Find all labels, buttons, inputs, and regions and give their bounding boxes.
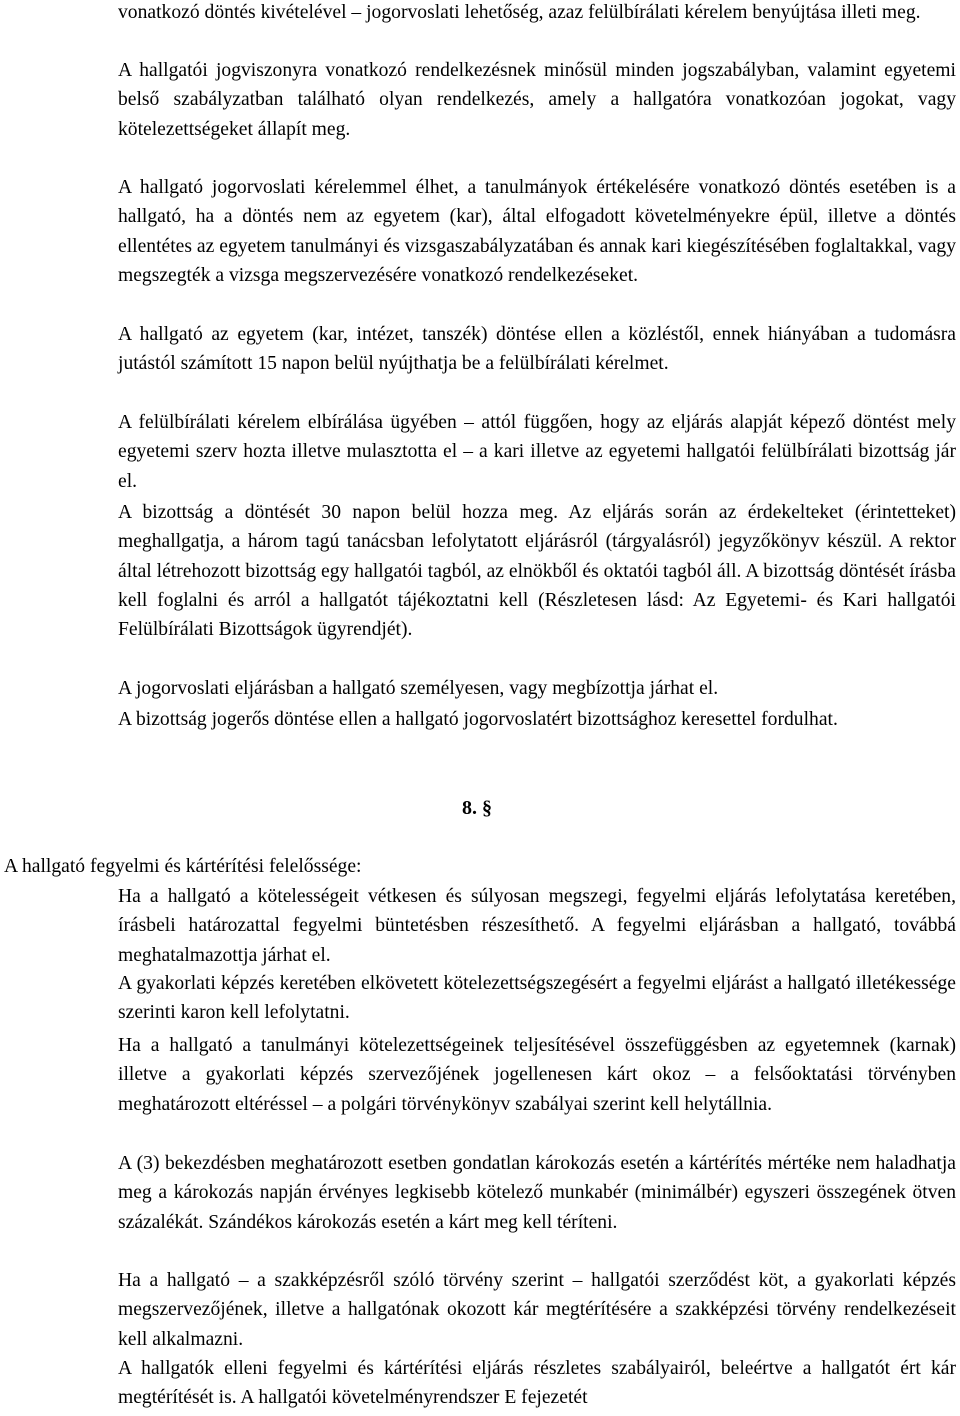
paragraph-committee-procedure: A bizottság a döntését 30 napon belül hozza meg. Az eljárás során az érdekelteket (érintetteket) meghallgatja, a három tagú tanácsban lefolytatott eljárásról (tárgyalásról) jegyzőkönyv készül. A rektor által létrehozott bizottság egy hallgatói tagból, az elnökből és oktatói tagból áll. A bizottság döntését írásba kell foglalni és arról a hallgatót tájékoztatni kell (Részletesen lásd: Az Egyetemi- és Kari hallgatói Felülbírálati Bizottságok ügyrendjét). — [118, 502, 956, 641]
paragraph-court-appeal: A bizottság jogerős döntése ellen a hallgató jogorvoslatért bizottsághoz keresettel fordulhat. — [118, 709, 838, 730]
section-number-heading: 8. § — [462, 797, 492, 819]
paragraph-practical-training-breach: A gyakorlati képzés keretében elkövetett kötelezettségszegésért a fegyelmi eljárást a hallgató illetékessége szerinti karon kell lefolytatni. — [118, 973, 956, 1024]
paragraph-student-contract: Ha a hallgató – a szakképzésről szóló törvény szerint – hallgatói szerződést köt, a gyakorlati képzés megszervezőjének, illetve a hallgatónak okozott kár megtérítésére a szakképzési törvény rendelkezéseit kell alkalmazni. — [118, 1270, 956, 1350]
paragraph-compensation-limit: A (3) bekezdésben meghatározott esetben gondatlan károkozás esetén a kártérítés mértéke nem haladhatja meg a károkozás napján érvényes legkisebb kötelező munkabér (minimálbér) egyszeri összegének ötven százalékát. Szándékos károkozás esetén a kárt meg kell téríteni. — [118, 1153, 956, 1233]
paragraph-review-committee: A felülbírálati kérelem elbírálása ügyében – attól függően, hogy az eljárás alapját képező döntést mely egyetemi szerv hozta illetve mulasztotta el – a kari illetve az egyetemi hallgatói felülbírálati bizottság jár el. — [118, 412, 956, 492]
section-title: A hallgató fegyelmi és kártérítési felelőssége: — [4, 856, 362, 877]
paragraph-remedy-right: vonatkozó döntés kivételével – jogorvoslati lehetőség, azaz felülbírálati kérelem benyújtása illeti meg. — [118, 2, 921, 23]
paragraph-disciplinary-procedure: Ha a hallgató a kötelességeit vétkesen és súlyosan megszegi, fegyelmi eljárás lefolytatása keretében, írásbeli határozattal fegyelmi büntetésben részesíthető. A fegyelmi eljárásban a hallgató, továbbá meghatalmazottja járhat el. — [118, 886, 956, 966]
paragraph-remedy-conditions: A hallgató jogorvoslati kérelemmel élhet, a tanulmányok értékelésére vonatkozó döntés esetében is a hallgató, ha a döntés nem az egyetem (kar), által elfogadott követelményekre épül, illetve a döntés ellentétes az egyetem tanulmányi és vizsgaszabályzatában és annak kari kiegészítésében foglaltakkal, vagy megszegték a vizsga megszervezésére vonatkozó rendelkezéseket. — [118, 177, 956, 286]
paragraph-submission-deadline: A hallgató az egyetem (kar, intézet, tanszék) döntése ellen a közléstől, ennek hiányában a tudomásra jutástól számított 15 napon belül nyújthatja be a felülbírálati kérelmet. — [118, 324, 956, 375]
paragraph-representation: A jogorvoslati eljárásban a hallgató személyesen, vagy megbízottja járhat el. — [118, 678, 719, 699]
paragraph-damage-liability: Ha a hallgató a tanulmányi kötelezettségeinek teljesítésével összefüggésben az egyetemnek (karnak) illetve a gyakorlati képzés szervezőjének jogellenesen kárt okoz – a felsőoktatási törvényben meghatározott eltéréssel – a polgári törvénykönyv szabályai szerint kell helytállnia. — [118, 1035, 956, 1115]
paragraph-detailed-rules: A hallgatók elleni fegyelmi és kártérítési eljárás részletes szabályairól, beleértve a hallgatót ért kár megtérítését is. A hallgatói követelményrendszer E fejezetét — [118, 1358, 956, 1409]
paragraph-legal-relationship-definition: A hallgatói jogviszonyra vonatkozó rendelkezésnek minősül minden jogszabályban, valamint egyetemi belső szabályzatban található olyan rendelkezés, amely a hallgatóra vonatkozóan jogokat, vagy kötelezettségeket állapít meg. — [118, 60, 956, 140]
